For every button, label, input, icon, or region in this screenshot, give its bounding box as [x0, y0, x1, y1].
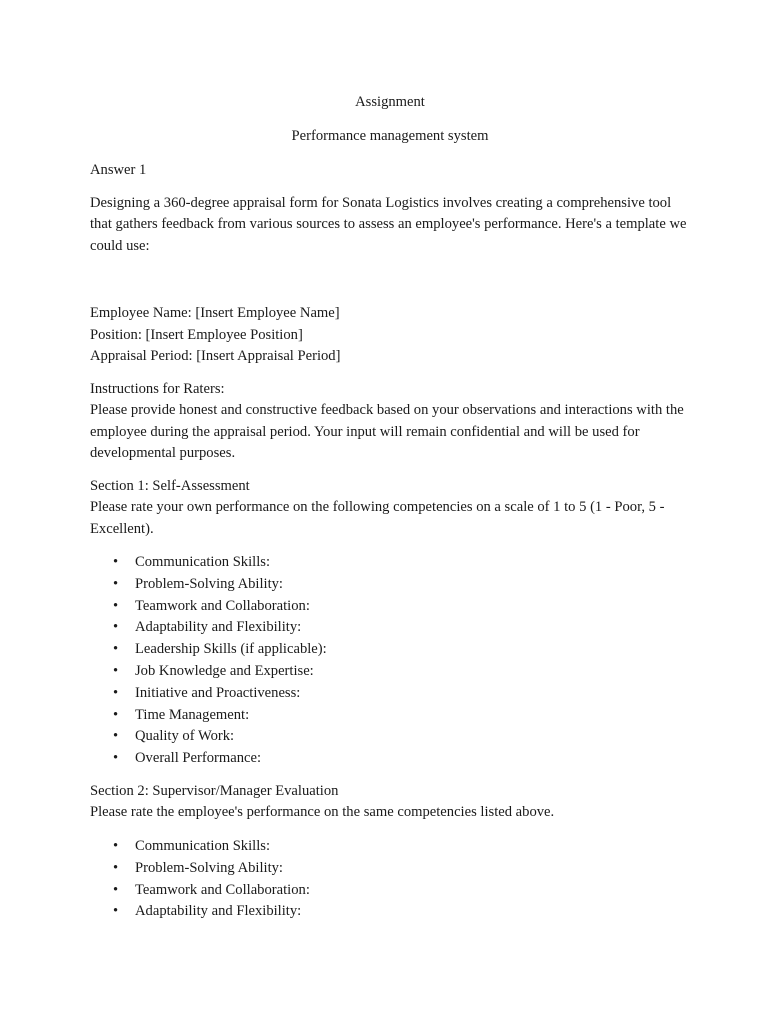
competency-label: Quality of Work: — [135, 728, 235, 745]
list-item — [113, 880, 690, 902]
competency-label: Teamwork and Collaboration: — [135, 597, 310, 614]
list-item — [113, 617, 690, 639]
list-item — [113, 901, 690, 923]
list-item — [113, 683, 690, 705]
competency-label: Communication Skills: — [135, 554, 270, 570]
position-field: Position: [Insert Employee Position] — [90, 326, 303, 343]
employee-name-field: Employee Name: [Insert Employee Name] — [90, 305, 340, 321]
bullet-icon: • — [113, 903, 119, 920]
competency-label: Initiative and Proactiveness: — [135, 684, 301, 701]
section-2-body: Please rate the employee's performance on the same competencies listed above. — [90, 804, 555, 821]
bullet-icon: • — [113, 554, 119, 570]
document-subtitle: Performance management system — [291, 127, 489, 144]
competency-label: Adaptability and Flexibility: — [135, 619, 302, 636]
bullet-icon: • — [113, 728, 119, 745]
competency-label: Leadership Skills (if applicable): — [135, 641, 327, 658]
list-item — [113, 858, 690, 880]
bullet-icon: • — [113, 597, 119, 614]
section-2-competency-list — [90, 836, 690, 923]
bullet-icon: • — [113, 619, 119, 636]
list-item — [113, 574, 690, 596]
instructions-heading: Instructions for Raters: — [90, 380, 225, 397]
competency-label: Job Knowledge and Expertise: — [135, 662, 314, 679]
intro-paragraph: Designing a 360-degree appraisal form for Sonata Logistics involves creating a comprehensive tool that gathers feedback from various sources to assess an employee's performance. Here's a template we could use: — [90, 194, 687, 254]
list-item — [113, 836, 690, 858]
bullet-icon: • — [113, 575, 119, 592]
competency-label: Overall Performance: — [135, 750, 262, 767]
list-item — [113, 748, 690, 770]
section-1-heading: Section 1: Self-Assessment — [90, 477, 250, 494]
instructions-body: Please provide honest and constructive feedback based on your observations and interactions with the employee during the appraisal period. Your input will remain confidential and will be used for developmental purposes. — [90, 402, 684, 461]
bullet-icon: • — [113, 706, 119, 723]
list-item — [113, 552, 690, 574]
competency-label: Communication Skills: — [135, 837, 270, 854]
employee-fields — [90, 303, 690, 368]
competency-label: Problem-Solving Ability: — [135, 575, 283, 592]
section-2-heading: Section 2: Supervisor/Manager Evaluation — [90, 782, 339, 799]
appraisal-period-field: Appraisal Period: [Insert Appraisal Period] — [90, 348, 341, 364]
section-2-block — [90, 781, 690, 824]
answer-label: Answer 1 — [90, 162, 147, 178]
section-1-block — [90, 476, 690, 541]
instructions-block — [90, 379, 690, 465]
list-item — [113, 661, 690, 683]
bullet-icon: • — [113, 662, 119, 679]
list-item — [113, 726, 690, 748]
list-item — [113, 639, 690, 661]
competency-label: Time Management: — [135, 706, 250, 723]
bullet-icon: • — [113, 837, 119, 854]
competency-label: Teamwork and Collaboration: — [135, 881, 310, 898]
section-1-competency-list — [90, 552, 690, 770]
section-1-body: Please rate your own performance on the following competencies on a scale of 1 to 5 (1 - Poor, 5 - Excellent). — [90, 499, 665, 537]
bullet-icon: • — [113, 641, 119, 658]
document-page — [90, 90, 690, 923]
bullet-icon: • — [113, 684, 119, 701]
list-item — [113, 596, 690, 618]
list-item — [113, 705, 690, 727]
bullet-icon: • — [113, 859, 119, 876]
competency-label: Adaptability and Flexibility: — [135, 903, 302, 920]
bullet-icon: • — [113, 750, 119, 767]
bullet-icon: • — [113, 881, 119, 898]
competency-label: Problem-Solving Ability: — [135, 859, 283, 876]
document-title: Assignment — [355, 94, 425, 110]
